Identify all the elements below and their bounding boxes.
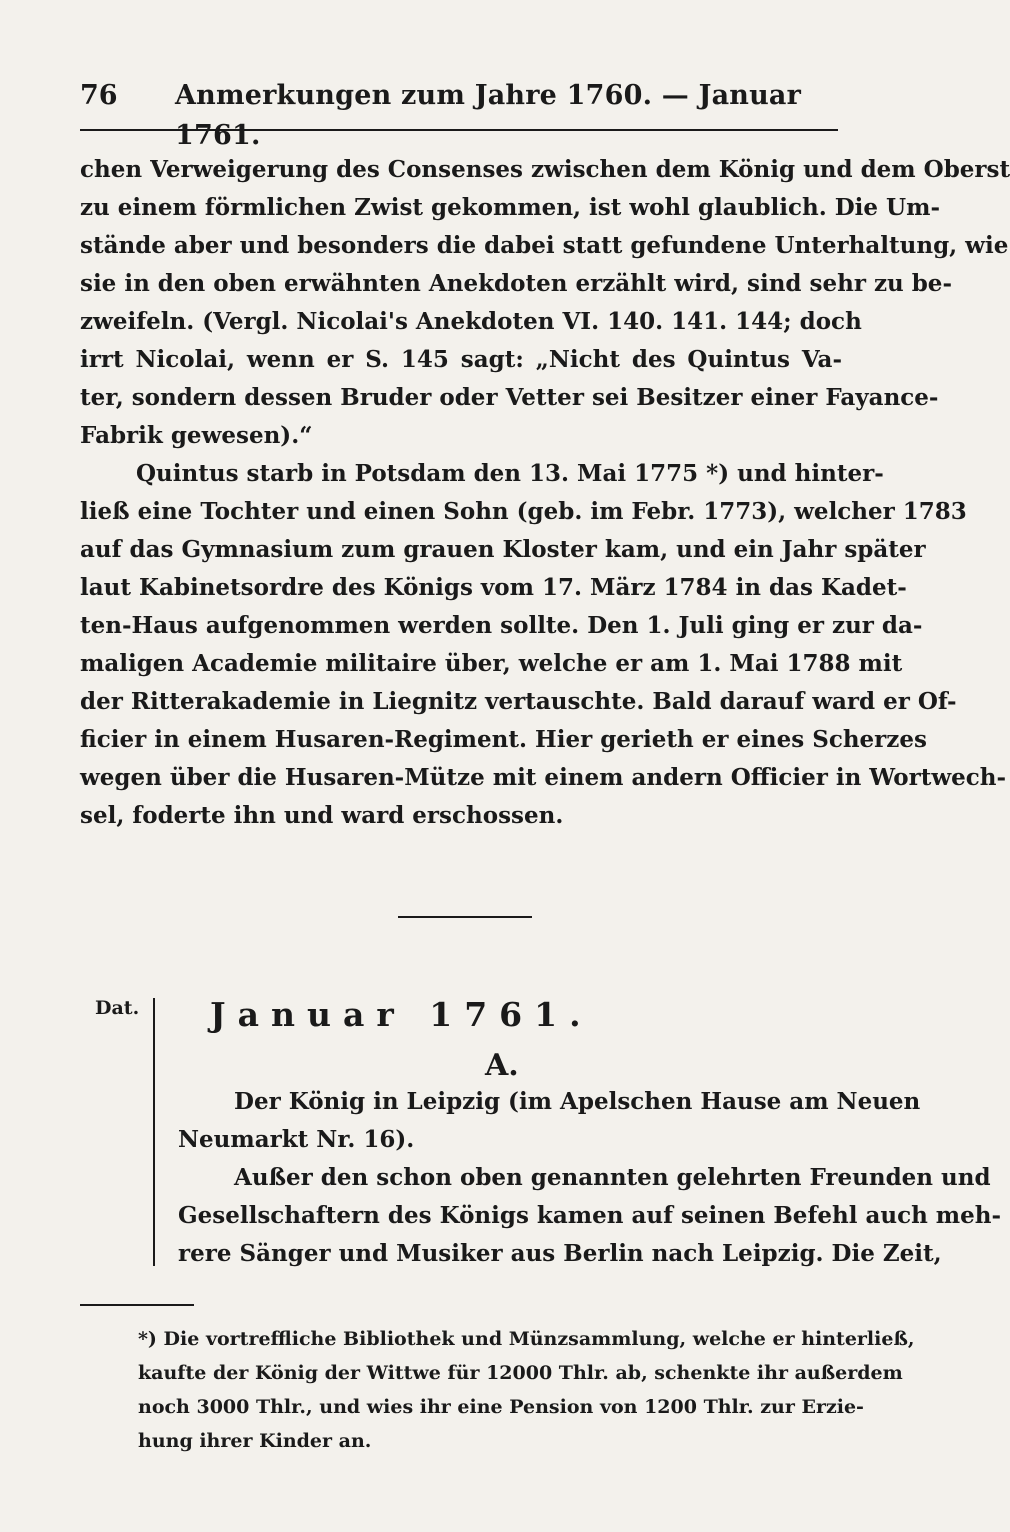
footnote-line: kaufte der König der Wittwe für 12000 Thlr. ab, schenkte ihr außerdem [138,1362,903,1384]
date-label: Dat. [95,997,140,1019]
footnote-line: *) Die vortreffliche Bibliothek und Münzsammlung, welche er hinterließ, [138,1328,915,1350]
main-text [80,151,1010,835]
text-line: Der König in Leipzig (im Apelschen Hause am Neuen [234,1088,921,1115]
text-line: zu einem förmlichen Zwist gekommen, ist wohl glaublich. Die Um- [80,194,940,221]
running-head-title: Anmerkungen zum Jahre 1760. — Januar 1761. [175,80,802,151]
header-rule [80,129,838,131]
text-line: auf das Gymnasium zum grauen Kloster kam, und ein Jahr später [80,536,926,563]
text-line: ten-Haus aufgenommen werden sollte. Den 1. Juli ging er zur da- [80,612,923,639]
running-head [80,76,840,151]
footnote [80,1322,915,1458]
margin-rule [153,998,155,1266]
footnote-line: hung ihrer Kinder an. [138,1430,372,1452]
text-line: Gesellschaftern des Königs kamen auf seinen Befehl auch meh- [178,1202,1002,1229]
section-letter: A. [485,1048,519,1083]
text-line: stände aber und besonders die dabei statt gefundene Unterhaltung, wie [80,232,1009,259]
page-number: 76 [80,80,118,111]
section-divider [398,916,532,918]
text-line: Quintus starb in Potsdam den 13. Mai 1775 *) und hinter- [136,460,884,487]
text-line: sie in den oben erwähnten Anekdoten erzählt wird, sind sehr zu be- [80,270,952,297]
text-line: ficier in einem Husaren-Regiment. Hier gerieth er eines Scherzes [80,726,927,753]
text-line: chen Verweigerung des Consenses zwischen dem König und dem Oberst [80,156,1010,183]
section-text [178,1083,1002,1273]
text-line: wegen über die Husaren-Mütze mit einem andern Officier in Wortwech- [80,764,1007,791]
text-line: der Ritterakademie in Liegnitz vertauschte. Bald darauf ward er Of- [80,688,957,715]
text-line: ter, sondern dessen Bruder oder Vetter sei Besitzer einer Fayance- [80,384,939,411]
text-line: zweifeln. (Vergl. Nicolai's Anekdoten VI. 140. 141. 144; doch [80,308,862,335]
text-line: irrt Nicolai, wenn er S. 145 sagt: „Nicht des Quintus Va- [80,346,842,373]
text-line: laut Kabinetsordre des Königs vom 17. März 1784 in das Kadet- [80,574,907,601]
section-title: Januar 1761. [210,995,593,1034]
text-line: Außer den schon oben genannten gelehrten Freunden und [234,1164,991,1191]
text-line: maligen Academie militaire über, welche er am 1. Mai 1788 mit [80,650,903,677]
footnote-rule [80,1304,194,1306]
text-line: sel, foderte ihn und ward erschossen. [80,802,564,829]
footnote-line: noch 3000 Thlr., und wies ihr eine Pension von 1200 Thlr. zur Erzie- [138,1396,864,1418]
text-line: Neumarkt Nr. 16). [178,1126,415,1153]
text-line: rere Sänger und Musiker aus Berlin nach Leipzig. Die Zeit, [178,1240,942,1267]
text-line: ließ eine Tochter und einen Sohn (geb. im Febr. 1773), welcher 1783 [80,498,967,525]
text-line: Fabrik gewesen).“ [80,422,313,449]
